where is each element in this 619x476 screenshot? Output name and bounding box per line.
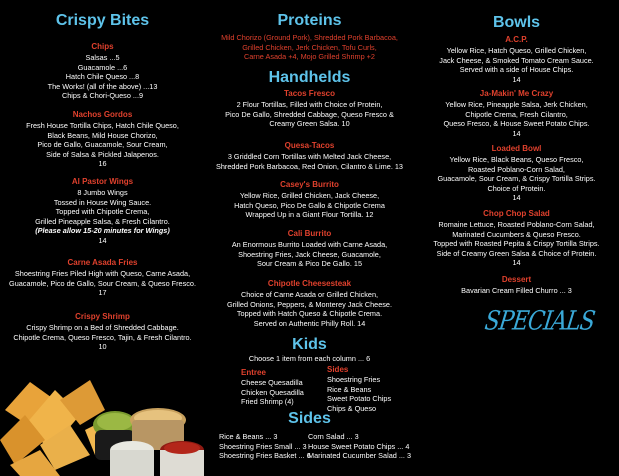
wings-note: (Please allow 15-20 minutes for Wings) bbox=[35, 226, 170, 236]
menu-line: Bavarian Cream Filled Churro ... 3 bbox=[461, 286, 572, 295]
menu-line: 14 bbox=[512, 74, 521, 84]
cheesesteak-title: Chipotle Cheesesteak bbox=[267, 279, 352, 288]
menu-line: Grilled Onions, Peppers, & Monterey Jack Cheese. bbox=[226, 299, 393, 309]
protein-line: Mild Chorizo (Ground Pork), Shredded Pork Barbacoa, bbox=[221, 33, 398, 42]
kids-subtitle: Choose 1 item from each column ... 6 bbox=[248, 354, 371, 363]
menu-line: 3 Griddled Corn Tortillas with Melted Jack Cheese, bbox=[227, 152, 392, 161]
menu-line: Hatch Queso, Pico De Gallo & Chipotle Crema bbox=[234, 200, 385, 210]
dessert-title: Dessert bbox=[501, 275, 532, 284]
acp-section bbox=[414, 35, 619, 84]
menu-line: Crispy Shrimp on a Bed of Shredded Cabbage. bbox=[26, 323, 179, 332]
side-item: Marinated Cucumber Salad ... 3 bbox=[308, 451, 412, 461]
menu-line: Side of Creamy Green Salsa & Choice of Protein. bbox=[436, 248, 597, 258]
side-item: Shoestring Fries Basket ... 6 bbox=[219, 451, 311, 461]
menu-line: 2 Flour Tortillas, Filled with Choice of Protein, bbox=[236, 100, 383, 109]
side-item: Rice & Beans ... 3 bbox=[219, 432, 278, 441]
menu-line: 10 bbox=[98, 342, 107, 352]
crispy-bites-title: Crispy Bites bbox=[55, 12, 150, 29]
menu-line: Yellow Rice, Grilled Chicken, Jack Cheese, bbox=[239, 191, 380, 200]
menu-line: The Works! (all of the above) ...13 bbox=[47, 81, 158, 91]
menu-line: Shoestring Fries, Jack Cheese, Guacamole, bbox=[238, 249, 381, 259]
loaded-bowl-title: Loaded Bowl bbox=[491, 144, 542, 153]
cali-burrito-title: Cali Burrito bbox=[287, 229, 332, 238]
menu-line: Guacamole, Sour Cream, & Crispy Tortilla Strips. bbox=[437, 174, 596, 184]
menu-line: 17 bbox=[98, 288, 107, 298]
menu-line: Grilled Pineapple Salsa, & Fresh Cilantro. bbox=[35, 216, 170, 226]
kids-sides-title: Sides bbox=[327, 365, 349, 374]
kids-entree-column bbox=[241, 368, 304, 407]
menu-line: Topped with Roasted Pepita & Crispy Tortilla Strips. bbox=[433, 239, 600, 249]
side-item: Corn Salad ... 3 bbox=[308, 432, 359, 441]
menu-line: Sour Cream & Pico De Gallo. 15 bbox=[256, 259, 363, 269]
cali-burrito-section bbox=[207, 229, 412, 269]
menu-line: Topped with Chipotle Crema, bbox=[55, 207, 150, 217]
menu-line: Served on Authentic Philly Roll. 14 bbox=[253, 318, 366, 328]
quesa-tacos-section bbox=[207, 141, 412, 171]
menu-line: Choice of Protein. bbox=[487, 183, 546, 193]
proteins-list bbox=[207, 33, 412, 62]
protein-line: Grilled Chicken, Jerk Chicken, Tofu Curls, bbox=[242, 42, 377, 52]
jamakin-section bbox=[414, 89, 619, 138]
menu-line: 14 bbox=[512, 193, 521, 203]
menu-line: Marinated Cucumbers & Queso Fresco. bbox=[452, 229, 581, 239]
menu-line: Shoestring Fries Piled High with Queso, Carne Asada, bbox=[14, 269, 191, 278]
crispy-shrimp-section bbox=[0, 312, 205, 352]
menu-line: Pico de Gallo, Guacamole, Sour Cream, bbox=[37, 140, 168, 150]
menu-line: Guacamole ...6 bbox=[77, 62, 128, 72]
menu-line: Shredded Pork Barbacoa, Red Onion, Cilantro & Lime. 13 bbox=[216, 161, 403, 171]
menu-line: Fresh House Tortilla Chips, Hatch Chile Queso, bbox=[26, 121, 179, 130]
carne-fries-section bbox=[0, 258, 205, 298]
menu-line: Served with a side of House Chips. bbox=[459, 65, 574, 75]
menu-line: 8 Jumbo Wings bbox=[77, 188, 128, 197]
sides-title: Sides bbox=[288, 410, 331, 427]
loaded-bowl-section bbox=[414, 144, 619, 203]
menu-line: Queso Fresco, & House Sweet Potato Chips. bbox=[443, 119, 590, 129]
menu-line: Chipotle Crema, Queso Fresco, Tajin, & Fresh Cilantro. bbox=[13, 332, 192, 342]
dessert-section bbox=[414, 275, 619, 296]
acp-title: A.C.P. bbox=[505, 35, 528, 44]
kids-entree-item: Fried Shrimp (4) bbox=[241, 397, 294, 407]
menu-line: An Enormous Burrito Loaded with Carne Asada, bbox=[231, 240, 388, 249]
carne-fries-title: Carne Asada Fries bbox=[67, 258, 138, 267]
kids-side-item: Shoestring Fries bbox=[327, 375, 381, 384]
kids-entree-item: Cheese Quesadilla bbox=[241, 378, 303, 387]
menu-line: Yellow Rice, Hatch Queso, Grilled Chicken, bbox=[446, 46, 587, 55]
menu-line: Jack Cheese, & Smoked Tomato Cream Sauce. bbox=[439, 55, 594, 65]
menu-line: 16 bbox=[98, 159, 107, 169]
cheesesteak-section bbox=[207, 279, 412, 328]
chips-and-dips-illustration bbox=[0, 370, 205, 476]
handhelds-title: Handhelds bbox=[268, 69, 351, 86]
menu-line: 14 bbox=[512, 258, 521, 268]
menu-line: Chipotle Crema, Fresh Cilantro, bbox=[465, 109, 568, 119]
quesa-tacos-title: Quesa-Tacos bbox=[284, 141, 335, 150]
menu-line: Hatch Chile Queso ...8 bbox=[65, 72, 140, 82]
menu-line: Topped with Hatch Queso & Chipotle Crema. bbox=[236, 309, 383, 319]
bowls-title: Bowls bbox=[492, 14, 541, 31]
caseys-burrito-section bbox=[207, 180, 412, 220]
menu-line: Side of Salsa & Pickled Jalapenos. bbox=[46, 149, 159, 159]
menu-line: Roasted Poblano-Corn Salad, bbox=[468, 164, 565, 174]
chips-and-dips-photo bbox=[0, 370, 205, 476]
side-item: House Sweet Potato Chips ... 4 bbox=[308, 441, 410, 451]
side-item: Shoestring Fries Small ... 3 bbox=[219, 441, 307, 451]
tacos-section bbox=[207, 89, 412, 129]
kids-side-item: Rice & Beans bbox=[327, 384, 372, 394]
kids-side-item: Chips & Queso bbox=[327, 403, 377, 413]
wings-section bbox=[0, 177, 205, 246]
chop-chop-title: Chop Chop Salad bbox=[483, 209, 550, 218]
proteins-title: Proteins bbox=[277, 12, 342, 29]
chop-chop-section bbox=[414, 209, 619, 268]
menu-line: Wrapped Up in a Giant Flour Tortilla. 12 bbox=[245, 210, 374, 220]
menu-line: Tossed in House Wing Sauce. bbox=[53, 197, 152, 207]
menu-line: Chips & Chori-Queso ...9 bbox=[61, 91, 144, 101]
menu-line: Choice of Carne Asada or Grilled Chicken, bbox=[240, 290, 379, 299]
specials-logo: SPECIALS bbox=[482, 306, 597, 337]
menu-line: Yellow Rice, Black Beans, Queso Fresco, bbox=[449, 155, 584, 164]
nachos-section bbox=[0, 110, 205, 169]
wings-price: 14 bbox=[98, 235, 107, 245]
wings-title: Al Pastor Wings bbox=[71, 177, 134, 186]
menu-line: Yellow Rice, Pineapple Salsa, Jerk Chicken, bbox=[445, 100, 588, 109]
menu-line: Pico De Gallo, Shredded Cabbage, Queso Fresco & bbox=[225, 109, 394, 119]
nachos-title: Nachos Gordos bbox=[72, 110, 133, 119]
kids-entree-item: Chicken Quesadilla bbox=[241, 387, 304, 397]
kids-title: Kids bbox=[292, 336, 327, 353]
jamakin-title: Ja-Makin' Me Crazy bbox=[479, 89, 554, 98]
chips-section bbox=[0, 42, 205, 101]
menu-line: Black Beans, Mild House Chorizo, bbox=[47, 130, 158, 140]
kids-sides-column bbox=[327, 365, 391, 413]
tacos-title: Tacos Fresco bbox=[284, 89, 335, 98]
sides-left-column bbox=[219, 432, 311, 461]
kids-entree-title: Entree bbox=[241, 368, 266, 377]
kids-side-item: Sweet Potato Chips bbox=[327, 394, 392, 404]
chips-title: Chips bbox=[91, 42, 114, 51]
caseys-burrito-title: Casey's Burrito bbox=[280, 180, 339, 189]
sides-right-column bbox=[308, 432, 411, 461]
menu-line: Guacamole, Pico de Gallo, Sour Cream, & Queso Fresco. bbox=[9, 278, 196, 288]
menu-line: 14 bbox=[512, 128, 521, 138]
menu-line: Creamy Green Salsa. 10 bbox=[269, 119, 350, 129]
protein-line: Carne Asada +4, Mojo Grilled Shrimp +2 bbox=[243, 52, 375, 62]
menu-line: Romaine Lettuce, Roasted Poblano-Corn Salad, bbox=[438, 220, 595, 229]
menu-line: Salsas ...5 bbox=[85, 53, 120, 62]
crispy-shrimp-title: Crispy Shrimp bbox=[75, 312, 130, 321]
